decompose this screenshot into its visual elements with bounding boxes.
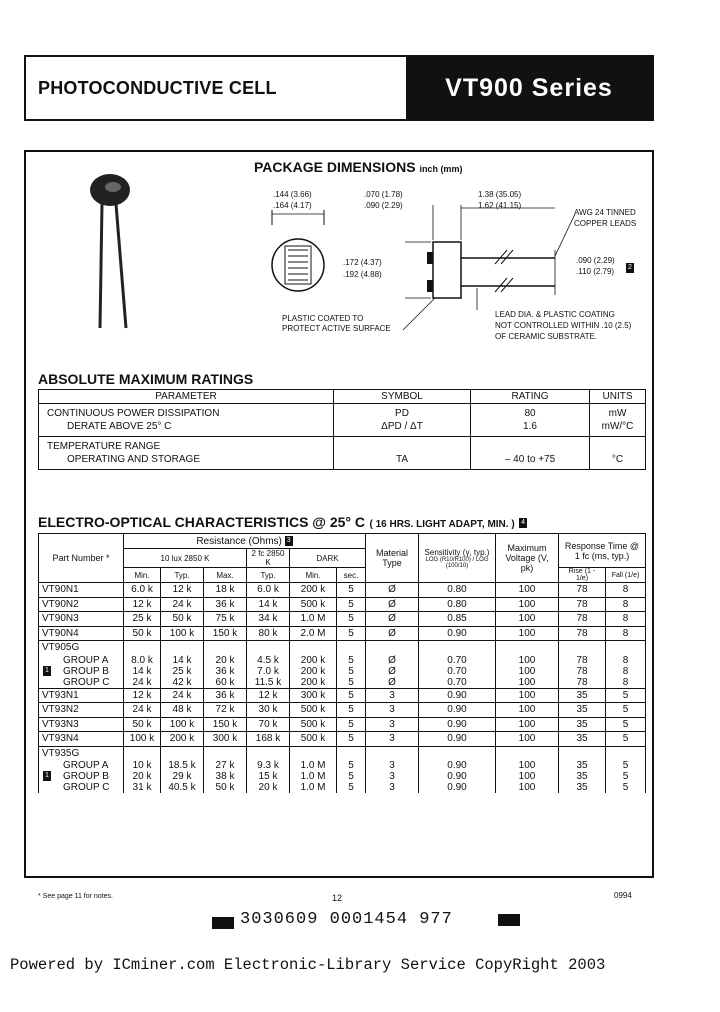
table-cell <box>496 746 559 760</box>
note-marker-1: 1 <box>43 666 51 676</box>
table-cell <box>606 641 646 655</box>
table-cell: 20 k <box>247 782 290 793</box>
photocell-photo <box>80 168 150 333</box>
table-row <box>39 782 646 793</box>
table-cell: 3 <box>366 717 419 732</box>
table-row <box>39 677 646 689</box>
table-cell: Ø <box>366 597 419 612</box>
table-cell <box>559 641 606 655</box>
table-cell: 50 k <box>124 717 161 732</box>
amr-h-units: UNITS <box>590 390 646 404</box>
table-cell <box>161 641 204 655</box>
table-cell: 150 k <box>204 717 247 732</box>
table-cell: 5 <box>337 626 366 641</box>
eo-h-dark: DARK <box>290 549 366 568</box>
table-cell: 0.90 <box>419 760 496 771</box>
table-cell: 14 k <box>161 655 204 666</box>
table-cell: 300 k <box>290 688 337 703</box>
table-row <box>39 597 646 612</box>
table-cell: 500 k <box>290 717 337 732</box>
table-cell: 24 k <box>161 597 204 612</box>
eo-h-material: Material Type <box>366 534 419 583</box>
table-cell: 4.5 k <box>247 655 290 666</box>
table-cell: 200 k <box>290 666 337 677</box>
table-cell: 100 <box>496 771 559 782</box>
table-cell: 5 <box>606 703 646 718</box>
table-cell: 5 <box>337 732 366 747</box>
part-number-cell: VT935G <box>39 746 124 760</box>
table-cell: 300 k <box>204 732 247 747</box>
amr-h-symbol: SYMBOL <box>334 390 471 404</box>
table-cell: 14 k <box>247 597 290 612</box>
table-cell: 1.0 M <box>290 760 337 771</box>
part-number-cell: GROUP A <box>39 760 124 771</box>
part-number-cell: VT90N3 <box>39 612 124 627</box>
eo-h-sensitivity: Sensitivity (γ, typ.) LOG (R10/R100) / LOG (100/10) <box>419 534 496 583</box>
table-cell: 27 k <box>204 760 247 771</box>
table-cell: 5 <box>337 717 366 732</box>
amr-units: °C <box>590 437 646 470</box>
table-cell <box>337 746 366 760</box>
table-cell: 500 k <box>290 732 337 747</box>
table-cell: 8 <box>606 626 646 641</box>
table-cell: 200 k <box>290 677 337 689</box>
table-cell: 8.0 k <box>124 655 161 666</box>
table-cell: 36 k <box>204 597 247 612</box>
table-cell: 8 <box>606 666 646 677</box>
table-cell: 100 <box>496 597 559 612</box>
table-cell: 5 <box>337 782 366 793</box>
table-cell <box>161 746 204 760</box>
dim-body-height: .172 (4.37) .192 (4.88) <box>343 258 382 279</box>
table-cell: 5 <box>606 782 646 793</box>
table-row <box>39 666 646 677</box>
table-cell: 100 <box>496 612 559 627</box>
table-cell: 18 k <box>204 583 247 598</box>
eo-h-response: Response Time @ 1 fc (ms, typ.) <box>559 534 646 568</box>
table-cell: 1.0 M <box>290 612 337 627</box>
table-cell: 24 k <box>124 677 161 689</box>
eo-sh: Min. <box>290 568 337 583</box>
table-row <box>39 760 646 771</box>
table-cell: 5 <box>337 677 366 689</box>
table-cell <box>366 641 419 655</box>
table-row <box>39 732 646 747</box>
table-cell: 78 <box>559 583 606 598</box>
table-cell <box>366 746 419 760</box>
powered-by-line: Powered by ICminer.com Electronic-Library Service CopyRight 2003 <box>10 956 606 974</box>
table-cell: 100 <box>496 717 559 732</box>
table-cell: 12 k <box>247 688 290 703</box>
amr-symbol: TA <box>334 437 471 470</box>
table-cell: 2.0 M <box>290 626 337 641</box>
table-cell: 100 <box>496 583 559 598</box>
table-cell: 0.70 <box>419 666 496 677</box>
table-cell: 0.80 <box>419 583 496 598</box>
package-title: PACKAGE DIMENSIONS inch (mm) <box>254 159 463 175</box>
eo-table <box>38 533 646 793</box>
amr-symbol: PD ΔPD / ΔT <box>334 404 471 437</box>
table-cell <box>606 746 646 760</box>
eo-sh: Rise (1 - 1/e) <box>559 568 606 583</box>
table-cell: 78 <box>559 666 606 677</box>
table-row <box>39 583 646 598</box>
table-cell: 20 k <box>124 771 161 782</box>
note-marker-2: 2 <box>626 263 634 273</box>
amr-param: CONTINUOUS POWER DISSIPATION DERATE ABOVE 25° C <box>39 404 334 437</box>
table-cell: Ø <box>366 583 419 598</box>
table-cell: 75 k <box>204 612 247 627</box>
footnote: * See page 11 for notes. <box>38 893 113 900</box>
table-cell <box>247 746 290 760</box>
eo-sh: sec. <box>337 568 366 583</box>
eo-h-2fc: 2 fc 2850 K <box>247 549 290 568</box>
table-cell: 150 k <box>204 626 247 641</box>
table-cell: Ø <box>366 626 419 641</box>
table-cell: 8 <box>606 677 646 689</box>
table-cell: 0.90 <box>419 771 496 782</box>
table-cell: 0.90 <box>419 782 496 793</box>
table-cell: 14 k <box>124 666 161 677</box>
table-cell: 7.0 k <box>247 666 290 677</box>
table-cell: 50 k <box>124 626 161 641</box>
table-row <box>39 641 646 655</box>
table-cell: Ø <box>366 612 419 627</box>
table-cell <box>204 641 247 655</box>
table-cell: 12 k <box>161 583 204 598</box>
table-cell <box>204 746 247 760</box>
eo-title: ELECTRO-OPTICAL CHARACTERISTICS @ 25° C ( 16 HRS. LIGHT ADAPT, MIN. ) 4 <box>38 514 527 532</box>
table-cell: 500 k <box>290 703 337 718</box>
series-title: VT900 Series <box>406 57 652 119</box>
table-cell: 200 k <box>290 583 337 598</box>
table-cell: 1.0 M <box>290 771 337 782</box>
table-cell: 42 k <box>161 677 204 689</box>
table-cell: 3 <box>366 760 419 771</box>
part-number-cell: VT90N1 <box>39 583 124 598</box>
table-cell: 70 k <box>247 717 290 732</box>
part-number-cell: GROUP C <box>39 677 124 689</box>
table-cell <box>559 746 606 760</box>
header-title: PHOTOCONDUCTIVE CELL <box>38 77 277 98</box>
table-cell: 18.5 k <box>161 760 204 771</box>
table-cell: 5 <box>337 688 366 703</box>
amr-h-rating: RATING <box>471 390 590 404</box>
eo-sh: Min. <box>124 568 161 583</box>
table-cell: 1.0 M <box>290 782 337 793</box>
table-cell: 40.5 k <box>161 782 204 793</box>
table-cell: 5 <box>337 583 366 598</box>
table-cell: 200 k <box>290 655 337 666</box>
table-cell: 5 <box>337 771 366 782</box>
table-cell: 8 <box>606 597 646 612</box>
table-cell: 12 k <box>124 597 161 612</box>
table-cell: 35 <box>559 771 606 782</box>
table-cell: 10 k <box>124 760 161 771</box>
table-row <box>39 717 646 732</box>
table-cell: 100 <box>496 703 559 718</box>
table-cell: 24 k <box>161 688 204 703</box>
dim-side-thickness: .070 (1.78) .090 (2.29) <box>364 190 403 210</box>
table-cell: 5 <box>606 771 646 782</box>
table-cell: 5 <box>337 655 366 666</box>
amr-h-parameter: PARAMETER <box>39 390 334 404</box>
table-cell <box>290 641 337 655</box>
eo-h-max-voltage: Maximum Voltage (V, pk) <box>496 534 559 583</box>
table-cell: 5 <box>337 703 366 718</box>
note-lead-dia: LEAD DIA. & PLASTIC COATING NOT CONTROLLED WITHIN .10 (2.5) OF CERAMIC SUBSTRATE. <box>495 310 632 341</box>
table-cell: 100 <box>496 666 559 677</box>
table-cell: 80 k <box>247 626 290 641</box>
barcode-text: 3030609 0001454 977 <box>240 910 453 929</box>
table-cell: 100 <box>496 760 559 771</box>
table-cell: 31 k <box>124 782 161 793</box>
table-cell: 100 <box>496 626 559 641</box>
eo-sh: Max. <box>204 568 247 583</box>
table-cell: 3 <box>366 703 419 718</box>
table-cell: 36 k <box>204 666 247 677</box>
date-code: 0994 <box>614 891 632 900</box>
table-row <box>39 771 646 782</box>
table-cell: 6.0 k <box>124 583 161 598</box>
table-cell <box>496 641 559 655</box>
dim-lead-spacing: .090 (2.29) .110 (2.79) <box>576 256 615 276</box>
table-cell: 35 <box>559 717 606 732</box>
table-cell: 35 <box>559 760 606 771</box>
table-cell: 5 <box>606 760 646 771</box>
table-cell <box>124 641 161 655</box>
table-cell: 100 k <box>161 717 204 732</box>
table-cell: 0.90 <box>419 688 496 703</box>
eo-h-10lux: 10 lux 2850 K <box>124 549 247 568</box>
table-cell: 6.0 k <box>247 583 290 598</box>
table-cell: 0.70 <box>419 655 496 666</box>
table-cell: 78 <box>559 677 606 689</box>
table-cell: 9.3 k <box>247 760 290 771</box>
amr-table <box>38 389 646 470</box>
table-cell: 100 k <box>124 732 161 747</box>
table-cell: Ø <box>366 677 419 689</box>
table-cell: 3 <box>366 771 419 782</box>
table-cell: 0.70 <box>419 677 496 689</box>
table-cell: 3 <box>366 732 419 747</box>
table-cell: 48 k <box>161 703 204 718</box>
part-number-cell: VT90N2 <box>39 597 124 612</box>
eo-sh: Typ. <box>247 568 290 583</box>
table-cell: 60 k <box>204 677 247 689</box>
table-cell: 36 k <box>204 688 247 703</box>
amr-title: ABSOLUTE MAXIMUM RATINGS <box>38 371 254 387</box>
table-cell: 50 k <box>161 612 204 627</box>
table-cell <box>124 746 161 760</box>
table-cell: 5 <box>337 760 366 771</box>
table-cell: 0.90 <box>419 626 496 641</box>
table-cell: 5 <box>606 688 646 703</box>
table-cell: 34 k <box>247 612 290 627</box>
amr-rating: 80 1.6 <box>471 404 590 437</box>
table-cell: 35 <box>559 688 606 703</box>
table-cell: 78 <box>559 612 606 627</box>
note-leads: AWG 24 TINNED COPPER LEADS <box>574 208 637 228</box>
table-cell: 38 k <box>204 771 247 782</box>
table-cell: 100 <box>496 782 559 793</box>
table-cell: 0.85 <box>419 612 496 627</box>
table-cell: 0.90 <box>419 703 496 718</box>
table-cell: 29 k <box>161 771 204 782</box>
table-cell: 15 k <box>247 771 290 782</box>
table-cell: 0.80 <box>419 597 496 612</box>
table-row <box>39 655 646 666</box>
table-cell: 3 <box>366 782 419 793</box>
table-cell: 50 k <box>204 782 247 793</box>
part-number-cell: 1 GROUP B <box>39 771 124 782</box>
amr-units: mW mW/°C <box>590 404 646 437</box>
table-cell: 200 k <box>161 732 204 747</box>
table-row <box>39 626 646 641</box>
note-marker-4: 4 <box>519 518 527 528</box>
table-cell: 100 <box>496 655 559 666</box>
eo-sh: Typ. <box>161 568 204 583</box>
table-cell: 8 <box>606 612 646 627</box>
table-cell: 30 k <box>247 703 290 718</box>
table-cell: 8 <box>606 655 646 666</box>
table-cell: 500 k <box>290 597 337 612</box>
table-cell: Ø <box>366 666 419 677</box>
table-cell: 0.90 <box>419 732 496 747</box>
table-cell: 72 k <box>204 703 247 718</box>
table-cell: 100 <box>496 688 559 703</box>
table-cell: 5 <box>337 666 366 677</box>
table-cell: 20 k <box>204 655 247 666</box>
note-plastic: PLASTIC COATED TO PROTECT ACTIVE SURFACE <box>282 314 391 333</box>
table-row <box>39 612 646 627</box>
table-cell <box>247 641 290 655</box>
part-number-cell: VT93N4 <box>39 732 124 747</box>
table-cell: 168 k <box>247 732 290 747</box>
part-number-cell: GROUP A <box>39 655 124 666</box>
eo-h-part: Part Number * <box>39 534 124 583</box>
table-cell: 3 <box>366 688 419 703</box>
table-cell: 100 k <box>161 626 204 641</box>
barcode-block-left <box>212 917 234 929</box>
barcode-block-right <box>498 914 520 926</box>
table-cell: 5 <box>337 597 366 612</box>
table-cell: 24 k <box>124 703 161 718</box>
amr-header-row <box>39 390 646 404</box>
dim-lead-length: 1.38 (35.05) 1.62 (41.15) <box>478 190 522 210</box>
table-cell: 35 <box>559 782 606 793</box>
table-cell: 12 k <box>124 688 161 703</box>
part-number-cell: VT93N3 <box>39 717 124 732</box>
page-number: 12 <box>332 893 343 903</box>
table-cell <box>419 746 496 760</box>
table-cell: 5 <box>606 732 646 747</box>
table-row <box>39 688 646 703</box>
amr-param: TEMPERATURE RANGE OPERATING AND STORAGE <box>39 437 334 470</box>
table-cell: 5 <box>337 612 366 627</box>
dim-front-width: .144 (3.66) .164 (4.17) <box>273 190 312 210</box>
part-number-cell: VT905G <box>39 641 124 655</box>
eo-header-row <box>39 534 646 549</box>
amr-rating: – 40 to +75 <box>471 437 590 470</box>
part-number-cell: 1 GROUP B <box>39 666 124 677</box>
table-cell: 78 <box>559 655 606 666</box>
table-cell: 35 <box>559 732 606 747</box>
table-cell: 5 <box>606 717 646 732</box>
table-cell: 11.5 k <box>247 677 290 689</box>
table-cell: 25 k <box>124 612 161 627</box>
note-marker-1: 1 <box>43 771 51 781</box>
amr-row <box>39 404 646 437</box>
table-cell: Ø <box>366 655 419 666</box>
table-cell: 8 <box>606 583 646 598</box>
part-number-cell: VT93N2 <box>39 703 124 718</box>
table-cell: 78 <box>559 597 606 612</box>
table-row <box>39 746 646 760</box>
table-cell: 25 k <box>161 666 204 677</box>
part-number-cell: VT90N4 <box>39 626 124 641</box>
table-cell: 35 <box>559 703 606 718</box>
table-cell: 100 <box>496 677 559 689</box>
part-number-cell: GROUP C <box>39 782 124 793</box>
table-cell: 100 <box>496 732 559 747</box>
table-cell <box>337 641 366 655</box>
table-cell: 0.90 <box>419 717 496 732</box>
table-cell: 78 <box>559 626 606 641</box>
eo-sh: Fall (1/e) <box>606 568 646 583</box>
eo-h-resistance: Resistance (Ohms) 3 <box>124 534 366 549</box>
part-number-cell: VT93N1 <box>39 688 124 703</box>
table-cell <box>419 641 496 655</box>
amr-row <box>39 437 646 470</box>
table-cell <box>290 746 337 760</box>
table-row <box>39 703 646 718</box>
